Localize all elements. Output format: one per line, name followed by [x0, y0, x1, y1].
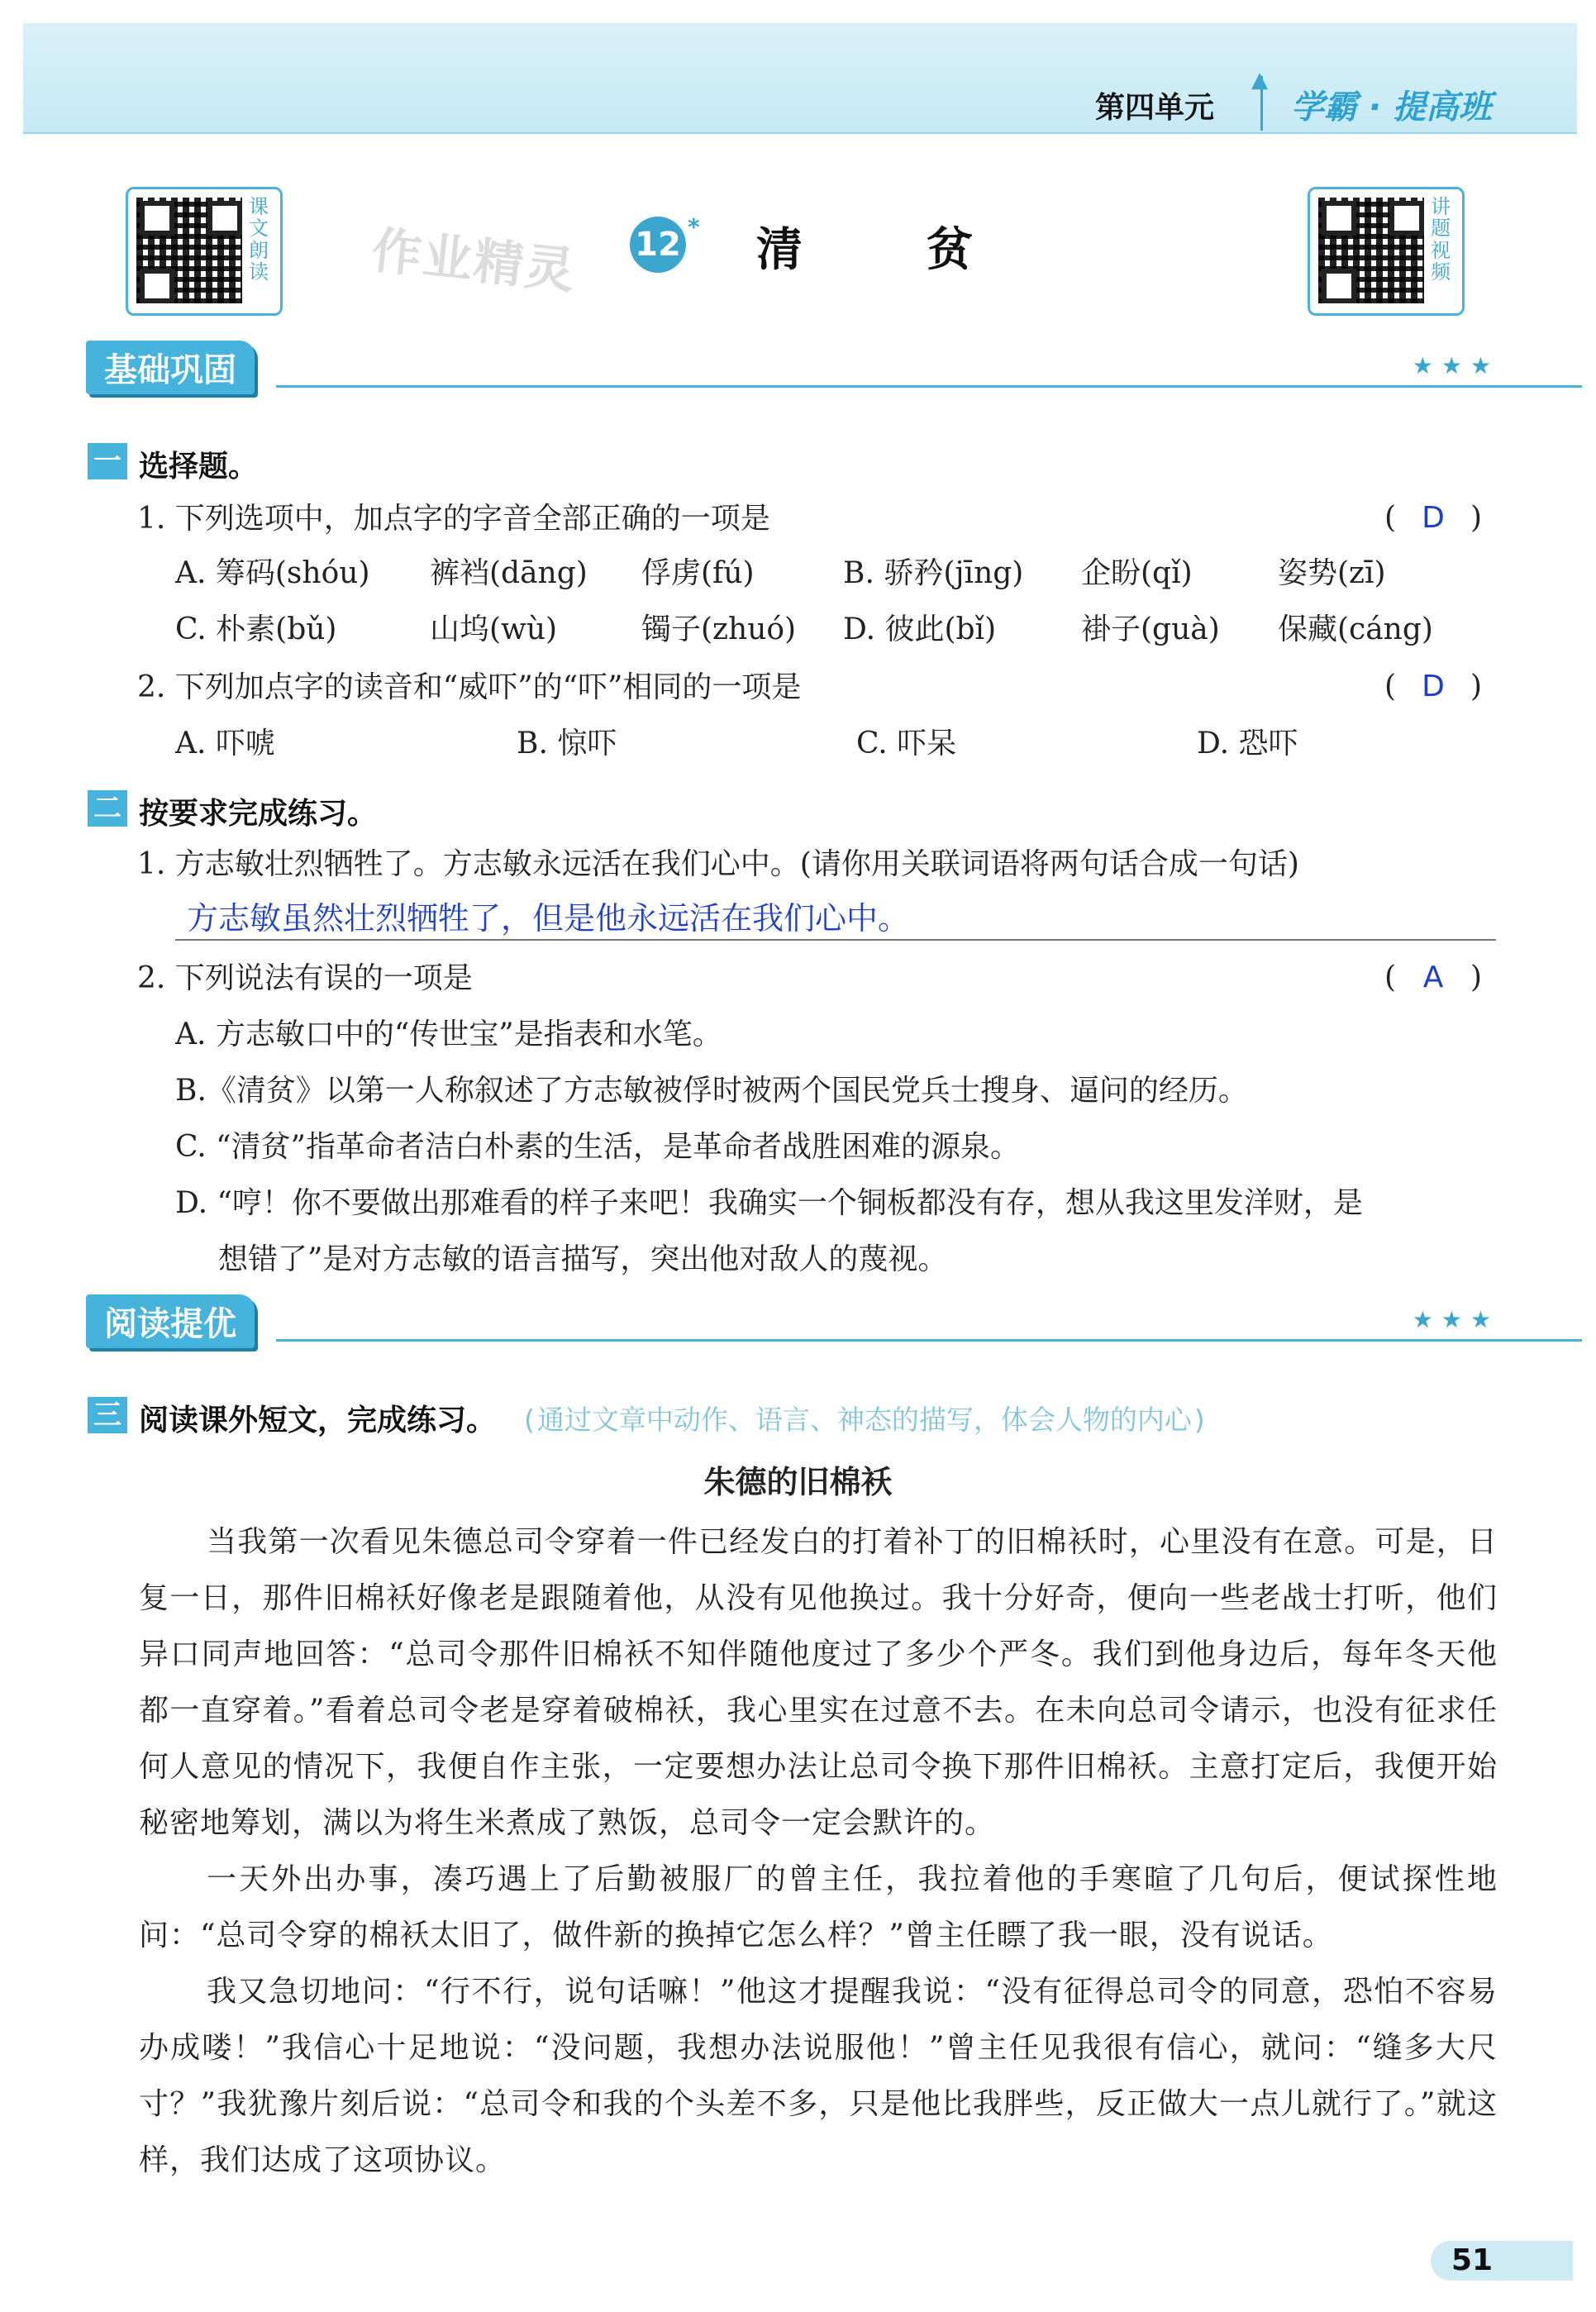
lesson-number-badge: 12	[630, 217, 686, 273]
option: 山坞(wù)	[430, 613, 558, 646]
answer-paren: ( A )	[1384, 961, 1483, 994]
question-stem: 2. 下列说法有误的一项是	[137, 961, 473, 995]
qr-label: 讲题视频	[1431, 195, 1451, 284]
option: 保藏(cáng)	[1278, 613, 1433, 646]
option: B.《清贫》以第一人称叙述了方志敏被俘时被两个国民党兵士搜身、逼问的经历。	[175, 1074, 1248, 1108]
option: 企盼(qǐ)	[1081, 556, 1193, 590]
answer-paren: ( D )	[1384, 670, 1483, 703]
answer-value: A	[1422, 961, 1444, 994]
handwritten-answer: 方志敏虽然壮烈牺牲了，但是他永远活在我们心中。	[187, 900, 910, 937]
question-stem: 1. 方志敏壮烈牺牲了。方志敏永远活在我们心中。(请你用关联词语将两句话合成一句话)	[137, 847, 1299, 881]
option: C. “清贫”指革命者洁白朴素的生活，是革命者战胜困难的源泉。	[175, 1130, 1020, 1164]
part-badge: 三	[88, 1397, 127, 1433]
answer-value: D	[1422, 501, 1445, 535]
option: D. 恐吓	[1197, 727, 1298, 760]
reading-hint: (通过文章中动作、语言、神态的描写，体会人物的内心)	[521, 1404, 1208, 1436]
option: A. 筹码(shóu)	[175, 556, 370, 590]
section-basic	[86, 341, 1499, 390]
lesson-star: *	[688, 213, 700, 241]
article-paragraph: 当我第一次看见朱德总司令穿着一件已经发白的打着补丁的旧棉袄时，心里没有在意。可是，日复一日，那件旧棉袄好像老是跟随着他，从没有见他换过。我十分好奇，便向一些老战士打听，他们异口同声地回答：“总司令那件旧棉袄不知伴随他度过了多少个严冬。我们到他身边后，每年冬天他都一直穿着。”看着总司令老是穿着破棉袄，我心里实在过意不去。在未向总司令请示，也没有征求任何人意见的情况下，我便自作主张，一定要想办法让总司令换下那件旧棉袄。主意打定后，我便开始秘密地筹划，满以为将生米煮成了熟饭，总司令一定会默许的。	[139, 1525, 1498, 1840]
qr-code-video[interactable]	[1308, 187, 1465, 316]
option: 姿势(zī)	[1278, 556, 1386, 590]
section-reading	[86, 1294, 1499, 1344]
article-paragraph: 我又急切地问：“行不行，说句话嘛！”他这才提醒我说：“没有征得总司令的同意，恐怕不容易办成喽！”我信心十足地说：“没问题，我想办法说服他！”曾主任见我很有信心，就问：“缝多大尺寸？”我犹豫片刻后说：“总司令和我的个头差不多，只是他比我胖些，反正做大一点儿就行了。”就这样，我们达成了这项协议。	[139, 1975, 1498, 2177]
option: A. 吓唬	[175, 727, 275, 760]
article-body	[139, 1514, 1498, 2189]
option: 褂子(guà)	[1081, 613, 1220, 646]
section-divider	[276, 385, 1582, 388]
question-stem: 2. 下列加点字的读音和“威吓”的“吓”相同的一项是	[137, 670, 802, 704]
unit-label: 第四单元	[1095, 91, 1215, 125]
article-paragraph: 一天外出办事，凑巧遇上了后勤被服厂的曾主任，我拉着他的手寒暄了几句后，便试探性地问：“总司令穿的棉袄太旧了，做件新的换掉它怎么样？”曾主任瞟了我一眼，没有说话。	[139, 1862, 1498, 1952]
page-number: 51	[1431, 2241, 1513, 2281]
option: 镯子(zhuó)	[641, 613, 797, 646]
qr-code-reading[interactable]	[126, 187, 283, 316]
part-title: 选择题。	[139, 450, 259, 484]
part-badge: 二	[88, 790, 127, 827]
option: 俘虏(fú)	[641, 556, 755, 590]
answer-paren: ( D )	[1384, 501, 1483, 535]
option: D. 彼此(bǐ)	[843, 613, 997, 646]
option: 裤裆(dāng)	[430, 556, 588, 590]
qr-label: 课文朗读	[249, 195, 269, 284]
section-label: 基础巩固	[86, 341, 255, 394]
section-label: 阅读提优	[86, 1294, 255, 1348]
brand-title: 学霸 · 提高班	[1291, 88, 1493, 126]
arrow-up-icon: ▲	[1251, 68, 1268, 93]
option: A. 方志敏口中的“传世宝”是指表和水笔。	[175, 1018, 722, 1051]
part-title: 按要求完成练习。	[139, 797, 378, 831]
part-title: 阅读课外短文，完成练习。	[139, 1404, 497, 1437]
difficulty-stars-icon: ★★★	[1412, 1306, 1499, 1333]
article-title: 朱德的旧棉袄	[703, 1463, 893, 1500]
option: C. 吓呆	[856, 727, 957, 760]
option: B. 惊吓	[517, 727, 617, 760]
difficulty-stars-icon: ★★★	[1412, 352, 1499, 379]
question-stem: 1. 下列选项中，加点字的字音全部正确的一项是	[137, 502, 770, 536]
answer-value: D	[1422, 670, 1445, 703]
section-divider	[276, 1339, 1582, 1342]
option: 想错了”是对方志敏的语言描写，突出他对敌人的蔑视。	[218, 1242, 948, 1276]
option: D. “哼！你不要做出那难看的样子来吧！我确实一个铜板都没有存，想从我这里发洋财，是	[175, 1186, 1363, 1220]
lesson-title: 清贫	[756, 222, 1097, 277]
option: B. 骄矜(jīng)	[843, 556, 1024, 590]
option: C. 朴素(bǔ)	[175, 613, 337, 646]
part-badge: 一	[88, 443, 127, 479]
watermark: 作业精灵	[369, 222, 579, 301]
answer-line	[175, 939, 1496, 941]
